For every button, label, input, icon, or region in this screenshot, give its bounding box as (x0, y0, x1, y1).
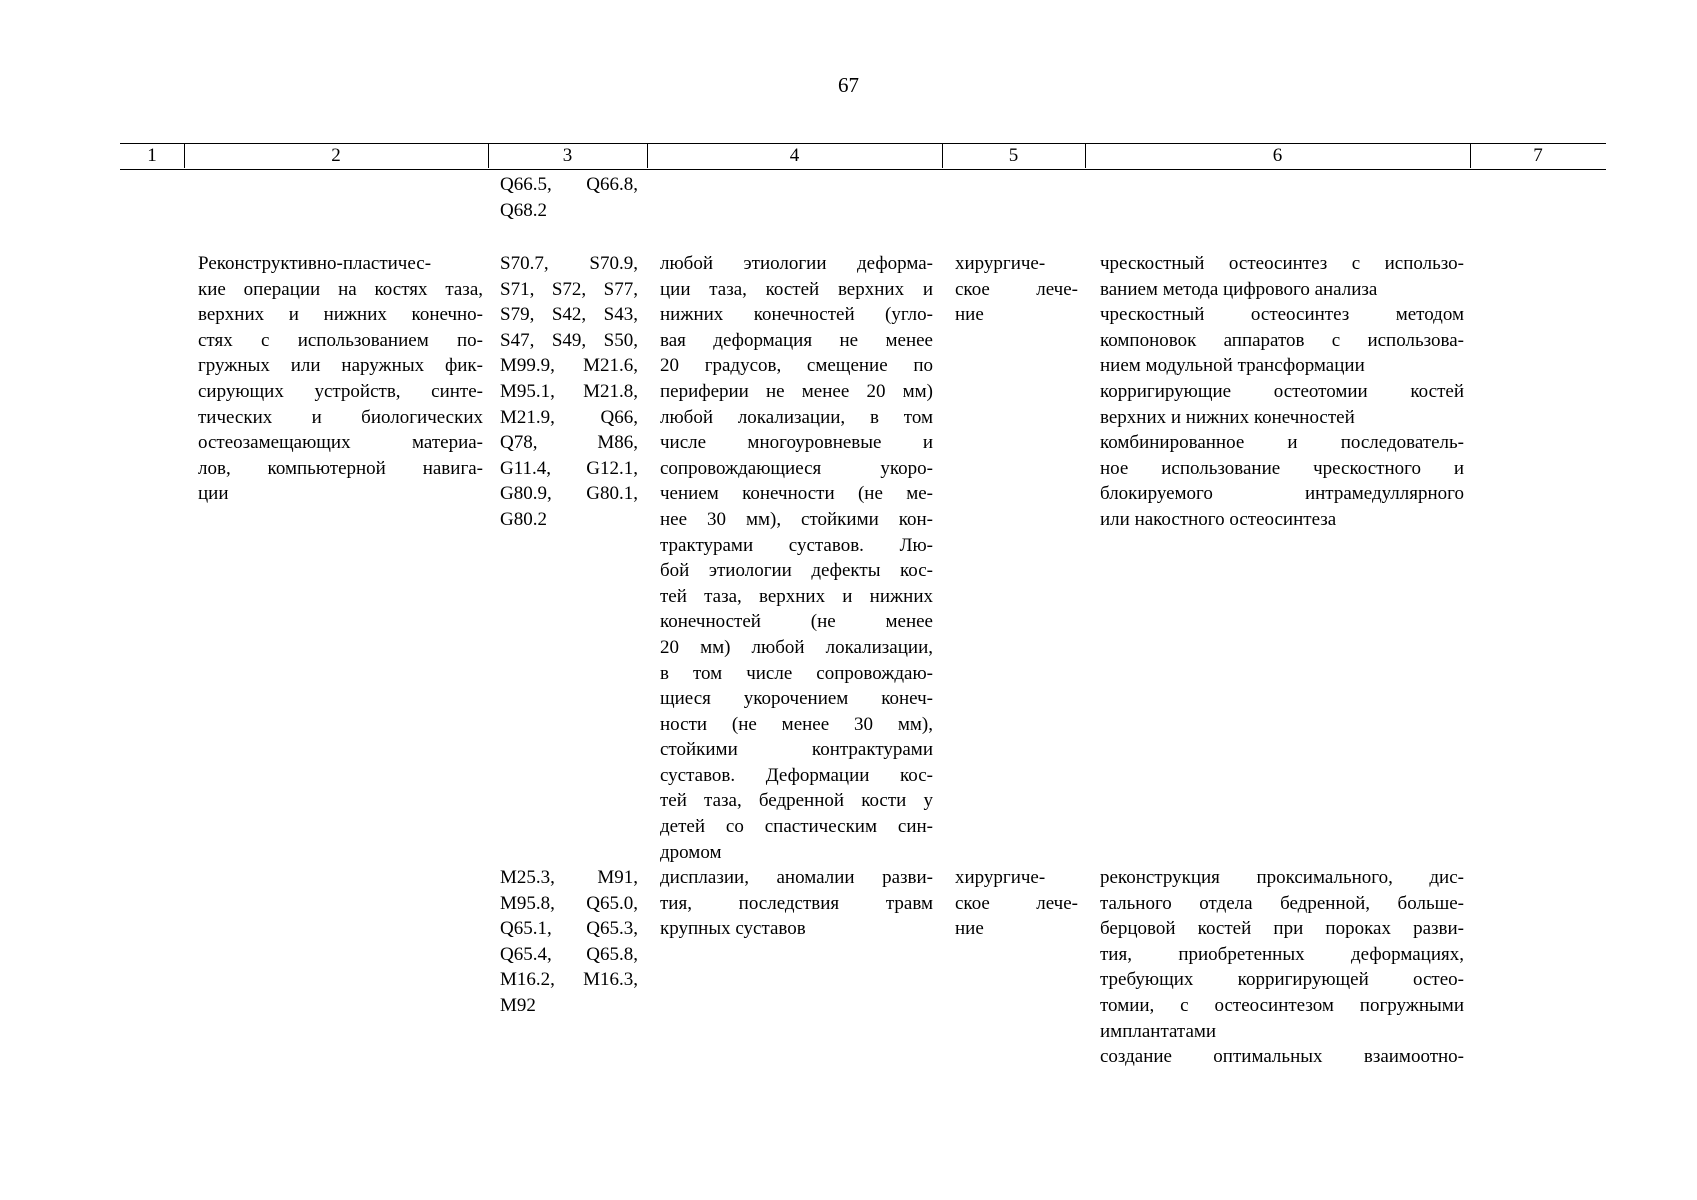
method-line: компоновок аппаратов с использова- (1100, 329, 1464, 351)
method-line: комбинированное и последователь- (1100, 432, 1464, 454)
row2-diagnosis-cell (660, 865, 933, 942)
code-line: Q65.4, Q65.8, (500, 943, 638, 965)
method-line: или накостного остеосинтеза (1100, 508, 1337, 530)
diagnosis-line: тей таза, бедренной кости у (660, 790, 933, 812)
code-line: Q66.5, Q66.8, (500, 174, 638, 195)
code-line: M95.1, M21.8, (500, 380, 638, 402)
code-line: M99.9, M21.6, (500, 355, 638, 377)
procedure-name-line: ции (198, 483, 229, 505)
diagnosis-line: дромом (660, 841, 722, 863)
treatment-line: хирургиче- (955, 867, 1046, 888)
diagnosis-line: ности (не менее 30 мм), (660, 713, 933, 735)
method-line: блокируемого интрамедуллярного (1100, 483, 1464, 505)
method-line: создание оптимальных взаимоотно- (1100, 1046, 1464, 1068)
diagnosis-line: любой локализации, в том (660, 406, 933, 428)
row2-codes-cell (500, 865, 638, 1019)
code-line: G80.9, G80.1, (500, 483, 638, 505)
diagnosis-line: тей таза, верхних и нижних (660, 585, 933, 607)
diagnosis-line: щиеся укорочением конеч- (660, 688, 933, 710)
row1-codes-cell (500, 251, 638, 533)
code-line: Q68.2 (500, 199, 547, 221)
method-line: чрескостный остеосинтез методом (1100, 304, 1464, 326)
diagnosis-line: вая деформация не менее (660, 329, 933, 351)
row1-method-cell (1100, 251, 1464, 533)
method-line: верхних и нижних конечностей (1100, 406, 1355, 428)
code-line: M95.8, Q65.0, (500, 892, 638, 914)
diagnosis-line: нее 30 мм), стойкими кон- (660, 508, 933, 530)
diagnosis-line: 20 градусов, смещение по (660, 355, 933, 377)
treatment-line: ние (955, 304, 984, 326)
column-header-6: 6 (1272, 145, 1283, 166)
diagnosis-line: нижних конечностей (угло- (660, 304, 933, 326)
procedure-name-line: кие операции на костях таза, (198, 278, 483, 300)
procedure-name-line: лов, компьютерной навига- (198, 457, 483, 479)
diagnosis-line: любой этиологии деформа- (660, 253, 933, 274)
column-header-2: 2 (331, 145, 341, 166)
procedure-name-line: сирующих устройств, синте- (198, 380, 483, 402)
row1-procedure-name-cell (198, 251, 483, 507)
method-line: корригирующие остеотомии костей (1100, 380, 1464, 402)
code-line: G80.2 (500, 508, 547, 530)
procedure-name-line: стях с использованием по- (198, 329, 483, 351)
treatment-line: ское лече- (955, 892, 1078, 914)
treatment-line: ние (955, 918, 984, 940)
diagnosis-line: детей со спастическим син- (660, 816, 933, 838)
treatment-line: хирургиче- (955, 253, 1046, 274)
method-line: ное использование чрескостного и (1100, 457, 1464, 479)
row1-treatment-type-cell (955, 251, 1078, 328)
method-line: тия, приобретенных деформациях, (1100, 943, 1464, 965)
diagnosis-line: в том числе сопровождаю- (660, 662, 933, 684)
diagnosis-line: бой этиологии дефекты кос- (660, 560, 933, 582)
table-header-row (120, 143, 1606, 170)
code-line: S70.7, S70.9, (500, 253, 638, 274)
code-line: S79, S42, S43, (500, 304, 638, 326)
column-header-1: 1 (147, 145, 157, 166)
procedure-name-line: остеозамещающих материа- (198, 432, 483, 454)
column-header-4: 4 (789, 145, 800, 166)
code-line: S47, S49, S50, (500, 329, 638, 351)
column-header-7: 7 (1533, 145, 1543, 166)
diagnosis-line: стойкими контрактурами (660, 739, 933, 761)
row2-method-cell (1100, 865, 1464, 1070)
procedure-name-line: Реконструктивно-пластичес- (198, 253, 432, 274)
code-line: Q78, M86, (500, 432, 638, 454)
treatment-line: ское лече- (955, 278, 1078, 300)
diagnosis-line: числе многоуровневые и (660, 432, 933, 454)
diagnosis-line: трактурами суставов. Лю- (660, 534, 933, 556)
diagnosis-line: сопровождающиеся укоро- (660, 457, 933, 479)
code-line: S71, S72, S77, (500, 278, 638, 300)
code-line: M16.2, M16.3, (500, 969, 638, 991)
diagnosis-line: периферии не менее 20 мм) (660, 380, 933, 402)
procedure-name-line: тических и биологических (198, 406, 483, 428)
procedure-name-line: гружных или наружных фик- (198, 355, 483, 377)
code-line: Q65.1, Q65.3, (500, 918, 638, 940)
diagnosis-line: 20 мм) любой локализации, (660, 636, 933, 658)
code-line: M25.3, M91, (500, 867, 638, 888)
column-header-3: 3 (562, 145, 573, 166)
row2-treatment-type-cell (955, 865, 1078, 942)
method-line: требующих корригирующей остео- (1100, 969, 1464, 991)
code-line: M21.9, Q66, (500, 406, 638, 428)
code-line: G11.4, G12.1, (500, 457, 638, 479)
diagnosis-line: конечностей (не менее (660, 611, 933, 633)
method-line: нием модульной трансформации (1100, 355, 1365, 377)
diagnosis-line: чением конечности (не ме- (660, 483, 933, 505)
diagnosis-line: крупных суставов (660, 918, 806, 940)
diagnosis-line: дисплазии, аномалии разви- (660, 867, 933, 888)
method-line: берцовой костей при пороках разви- (1100, 918, 1464, 940)
code-line: M92 (500, 994, 536, 1016)
method-line: ванием метода цифрового анализа (1100, 278, 1378, 300)
diagnosis-line: тия, последствия травм (660, 892, 933, 914)
method-line: тального отдела бедренной, больше- (1100, 892, 1464, 914)
method-line: чрескостный остеосинтез с использо- (1100, 253, 1464, 274)
diagnosis-line: суставов. Деформации кос- (660, 764, 933, 786)
procedure-name-line: верхних и нижних конечно- (198, 304, 483, 326)
diagnosis-line: ции таза, костей верхних и (660, 278, 933, 300)
row1-diagnosis-cell (660, 251, 933, 865)
method-line: имплантатами (1100, 1020, 1217, 1042)
page-number: 67 (838, 73, 859, 97)
column-header-5: 5 (1008, 145, 1019, 166)
row0-codes-cell (500, 172, 638, 223)
method-line: томии, с остеосинтезом погружными (1100, 994, 1464, 1016)
method-line: реконструкция проксимального, дис- (1100, 867, 1464, 888)
